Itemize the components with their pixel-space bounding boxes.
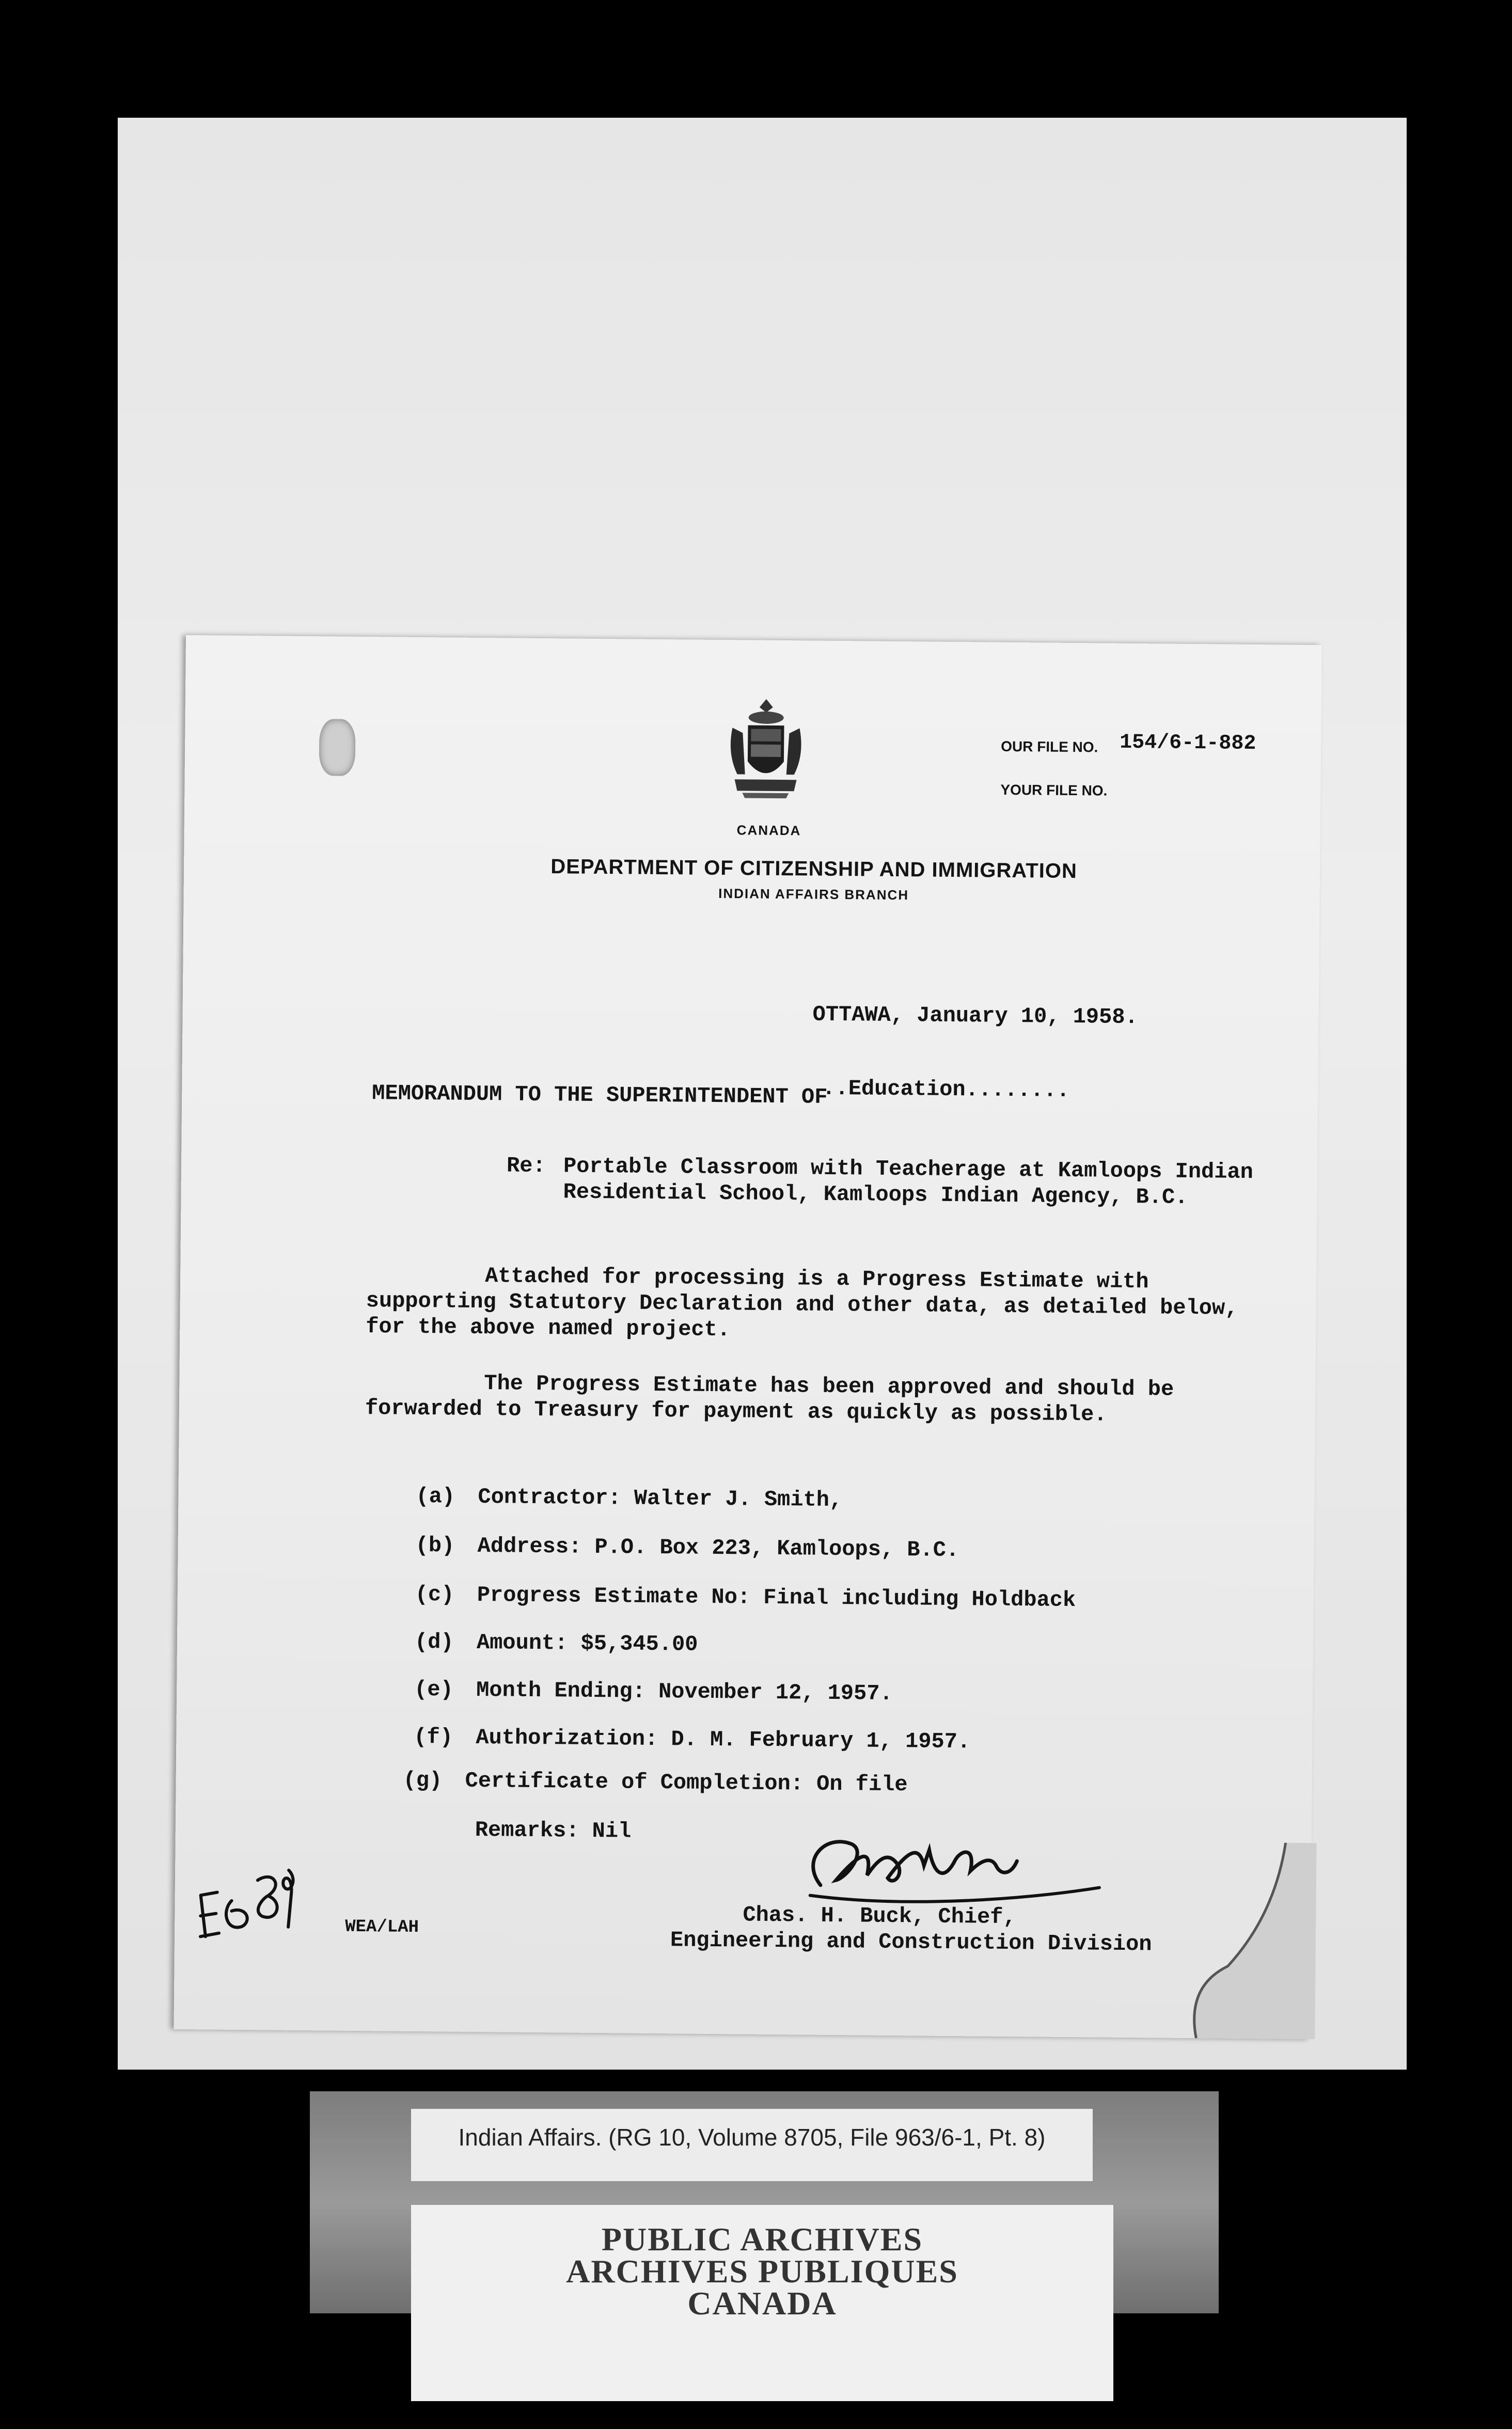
item-key: (a) xyxy=(416,1484,455,1509)
signature-icon xyxy=(789,1828,1110,1913)
signer-title: Engineering and Construction Division xyxy=(670,1928,1152,1957)
department-name: DEPARTMENT OF CITIZENSHIP AND IMMIGRATION xyxy=(550,855,1078,883)
item-amount: Amount: $5,345.00 xyxy=(476,1630,698,1657)
date-line: OTTAWA, January 10, 1958. xyxy=(812,1002,1138,1030)
memo-addressee-fill: ..Education........ xyxy=(822,1076,1070,1103)
item-key: (f) xyxy=(414,1724,453,1750)
item-address: Address: P.O. Box 223, Kamloops, B.C. xyxy=(477,1533,959,1563)
item-certificate: Certificate of Completion: On file xyxy=(465,1768,908,1797)
paper-tear xyxy=(319,719,356,776)
paragraph-2-line-1: The Progress Estimate has been approved and should be xyxy=(484,1371,1174,1402)
paragraph-1-line-3: for the above named project. xyxy=(366,1314,731,1343)
item-key: (b) xyxy=(415,1533,455,1558)
archive-stamp-line-3: CANADA xyxy=(687,2285,837,2322)
branch-name: INDIAN AFFAIRS BRANCH xyxy=(718,886,909,903)
item-authorization: Authorization: D. M. February 1, 1957. xyxy=(476,1725,971,1755)
signer-name: Chas. H. Buck, Chief, xyxy=(743,1902,1016,1930)
item-month-ending: Month Ending: November 12, 1957. xyxy=(476,1677,893,1707)
subject-line-2: Residential School, Kamloops Indian Agency, B.C. xyxy=(563,1179,1188,1210)
canadian-coat-of-arms-icon xyxy=(716,697,815,801)
item-estimate-no: Progress Estimate No: Final including Holdback xyxy=(477,1582,1076,1613)
folded-corner xyxy=(1180,1842,1316,2039)
remarks: Remarks: Nil xyxy=(475,1817,632,1844)
paragraph-1-line-2: supporting Statutory Declaration and other data, as detailed below, xyxy=(366,1288,1238,1321)
typist-initials: WEA/LAH xyxy=(345,1917,419,1938)
memo-addressee: MEMORANDUM TO THE SUPERINTENDENT OF xyxy=(372,1081,841,1110)
item-key: (d) xyxy=(414,1629,454,1655)
your-file-label: YOUR FILE NO. xyxy=(1000,781,1108,799)
archive-stamp-line-2: ARCHIVES PUBLIQUES xyxy=(566,2253,958,2290)
re-label: Re: xyxy=(506,1153,546,1179)
paragraph-2-line-2: forwarded to Treasury for payment as quickly as possible. xyxy=(365,1396,1107,1427)
item-key: (g) xyxy=(403,1768,443,1793)
handwritten-note xyxy=(185,1849,300,1953)
archive-reference-label: Indian Affairs. (RG 10, Volume 8705, File 963/6-1, Pt. 8) xyxy=(458,2124,1046,2151)
our-file-label: OUR FILE NO. xyxy=(1001,738,1098,755)
archive-stamp-line-1: PUBLIC ARCHIVES xyxy=(601,2221,923,2258)
subject-line-1: Portable Classroom with Teacherage at Kamloops Indian xyxy=(563,1154,1254,1185)
country-label: CANADA xyxy=(736,822,801,839)
memorandum-page xyxy=(174,635,1321,2039)
item-key: (e) xyxy=(414,1677,454,1702)
item-contractor: Contractor: Walter J. Smith, xyxy=(478,1484,843,1513)
item-key: (c) xyxy=(415,1582,454,1607)
our-file-number: 154/6-1-882 xyxy=(1120,731,1256,756)
paragraph-1-line-1: Attached for processing is a Progress Estimate with xyxy=(484,1264,1149,1295)
